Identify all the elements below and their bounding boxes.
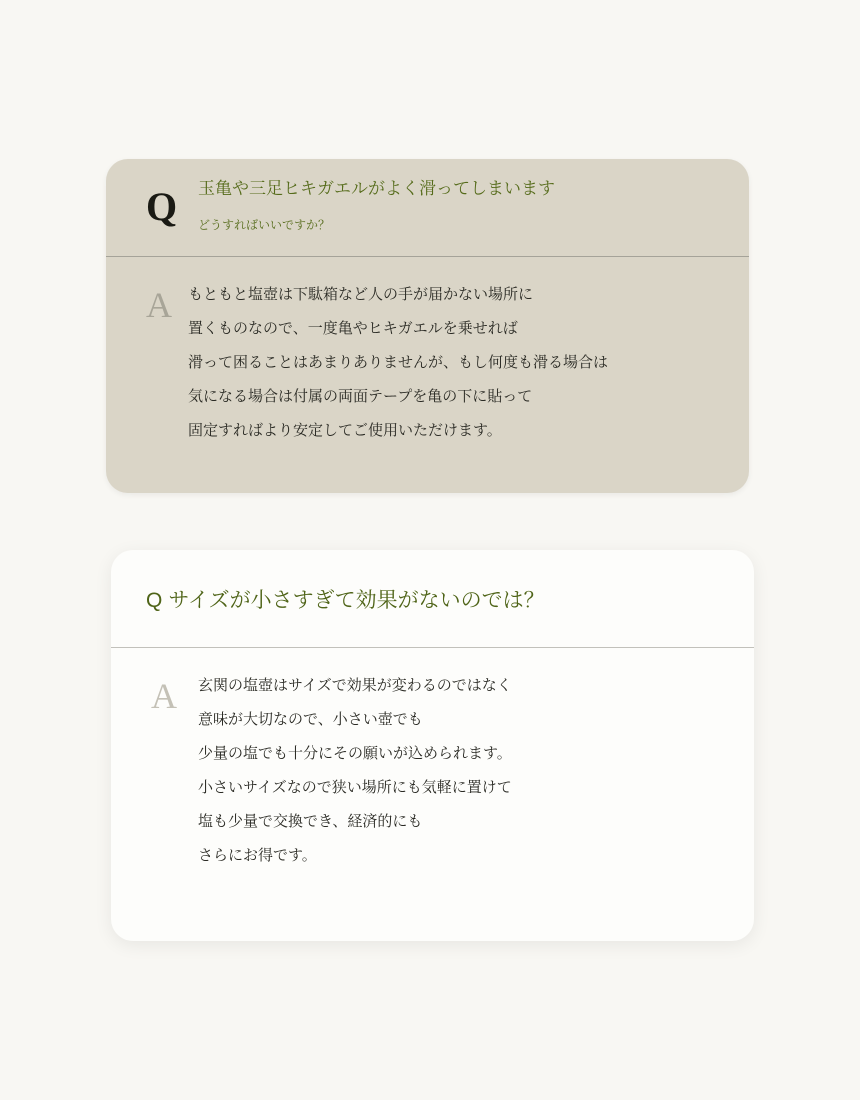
answer-line: 意味が大切なので、小さい壺でも: [198, 710, 423, 728]
answer-text: [198, 668, 512, 872]
question-marker: Q: [146, 184, 178, 229]
question-title: [146, 585, 545, 616]
divider: [106, 256, 749, 257]
answer-line: 固定すればより安定してご使用いただけます。: [188, 421, 502, 439]
question-title: 玉亀や三足ヒキガエルがよく滑ってしまいます: [198, 179, 555, 199]
answer-line: 玄関の塩壺はサイズで効果が変わるのではなく: [198, 676, 512, 694]
answer-line: 少量の塩でも十分にその願いが込められます。: [198, 744, 512, 762]
divider: [111, 647, 754, 648]
answer-line: 置くものなので、一度亀やヒキガエルを乗せれば: [188, 319, 518, 337]
answer-marker: A: [151, 676, 177, 716]
answer-line: 滑って困ることはあまりありませんが、もし何度も滑る場合は: [188, 353, 609, 371]
question-subtitle: どうすればいいですか？: [198, 218, 331, 232]
answer-line: 塩も少量で交換でき、経済的にも: [198, 812, 423, 830]
question-marker: Q: [146, 589, 163, 612]
question-text: サイズが小さすぎて効果がないのでは？: [168, 588, 545, 612]
answer-line: 小さいサイズなので狭い場所にも気軽に置けて: [198, 778, 512, 796]
faq-item-size[interactable]: [111, 550, 754, 941]
faq-item-slipping[interactable]: [106, 159, 749, 493]
answer-line: 気になる場合は付属の両面テープを亀の下に貼って: [188, 387, 533, 405]
answer-line: さらにお得です。: [198, 846, 317, 864]
answer-line: もともと塩壺は下駄箱など人の手が届かない場所に: [188, 285, 534, 303]
answer-marker: A: [146, 285, 172, 325]
answer-text: [188, 277, 608, 447]
